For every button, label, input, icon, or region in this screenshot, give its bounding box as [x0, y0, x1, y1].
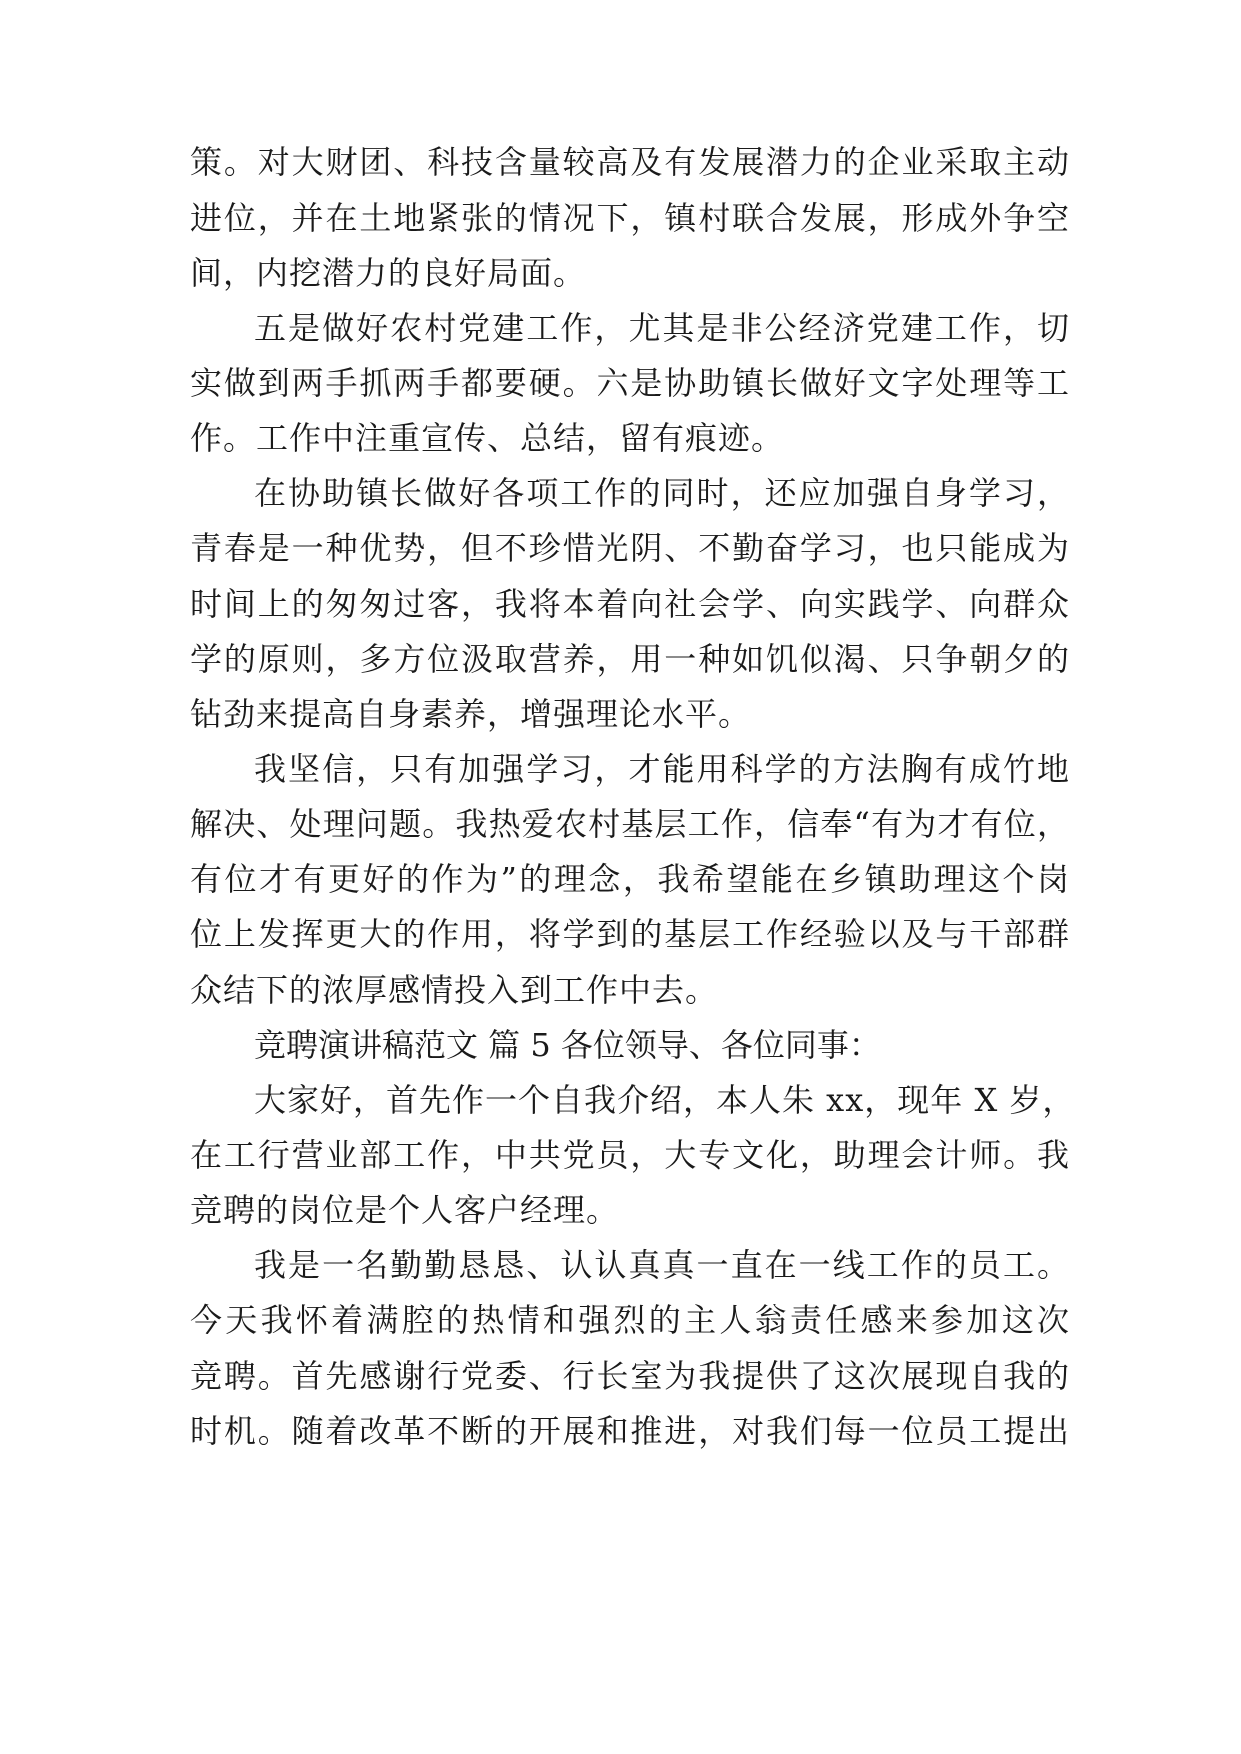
- text-line: 解决、处理问题。我热爱农村基层工作，信奉“有为才有位，: [190, 805, 1070, 843]
- text-line: 有位才有更好的作为”的理念，我希望能在乡镇助理这个岗: [190, 860, 1070, 898]
- text-line: 作。工作中注重宣传、总结，留有痕迹。: [190, 419, 785, 457]
- text-line: 时间上的匆匆过客，我将本着向社会学、向实践学、向群众: [190, 585, 1070, 623]
- paragraph-first-line: 我是一名勤勤恳恳、认认真真一直在一线工作的员工。: [254, 1246, 1070, 1284]
- text-line: 钻劲来提高自身素养，增强理论水平。: [190, 695, 752, 733]
- text-line: 众结下的浓厚感情投入到工作中去。: [190, 971, 719, 1009]
- text-line: 进位，并在土地紧张的情况下，镇村联合发展，形成外争空: [190, 199, 1070, 237]
- section-heading: 竞聘演讲稿范文 篇 5 各位领导、各位同事：: [254, 1026, 881, 1064]
- text-line: 学的原则，多方位汲取营养，用一种如饥似渴、只争朝夕的: [190, 640, 1070, 678]
- paragraph-first-line: 在协助镇长做好各项工作的同时，还应加强自身学习，: [254, 474, 1070, 512]
- text-line: 竞聘。首先感谢行党委、行长室为我提供了这次展现自我的: [190, 1357, 1070, 1395]
- text-line: 实做到两手抓两手都要硬。六是协助镇长做好文字处理等工: [190, 364, 1070, 402]
- text-line: 青春是一种优势，但不珍惜光阴、不勤奋学习，也只能成为: [190, 529, 1070, 567]
- paragraph-first-line: 大家好，首先作一个自我介绍，本人朱 xx，现年 X 岁，: [254, 1081, 1076, 1119]
- text-line: 时机。随着改革不断的开展和推进，对我们每一位员工提出: [190, 1412, 1070, 1450]
- paragraph-first-line: 五是做好农村党建工作，尤其是非公经济党建工作，切: [254, 309, 1070, 347]
- text-line: 在工行营业部工作，中共党员，大专文化，助理会计师。我: [190, 1136, 1070, 1174]
- text-line: 策。对大财团、科技含量较高及有发展潜力的企业采取主动: [190, 143, 1070, 181]
- text-line: 间，内挖潜力的良好局面。: [190, 254, 587, 292]
- paragraph-first-line: 我坚信，只有加强学习，才能用科学的方法胸有成竹地: [254, 750, 1070, 788]
- text-line: 位上发挥更大的作用，将学到的基层工作经验以及与干部群: [190, 915, 1070, 953]
- text-line: 今天我怀着满腔的热情和强烈的主人翁责任感来参加这次: [190, 1301, 1070, 1339]
- text-line: 竞聘的岗位是个人客户经理。: [190, 1191, 620, 1229]
